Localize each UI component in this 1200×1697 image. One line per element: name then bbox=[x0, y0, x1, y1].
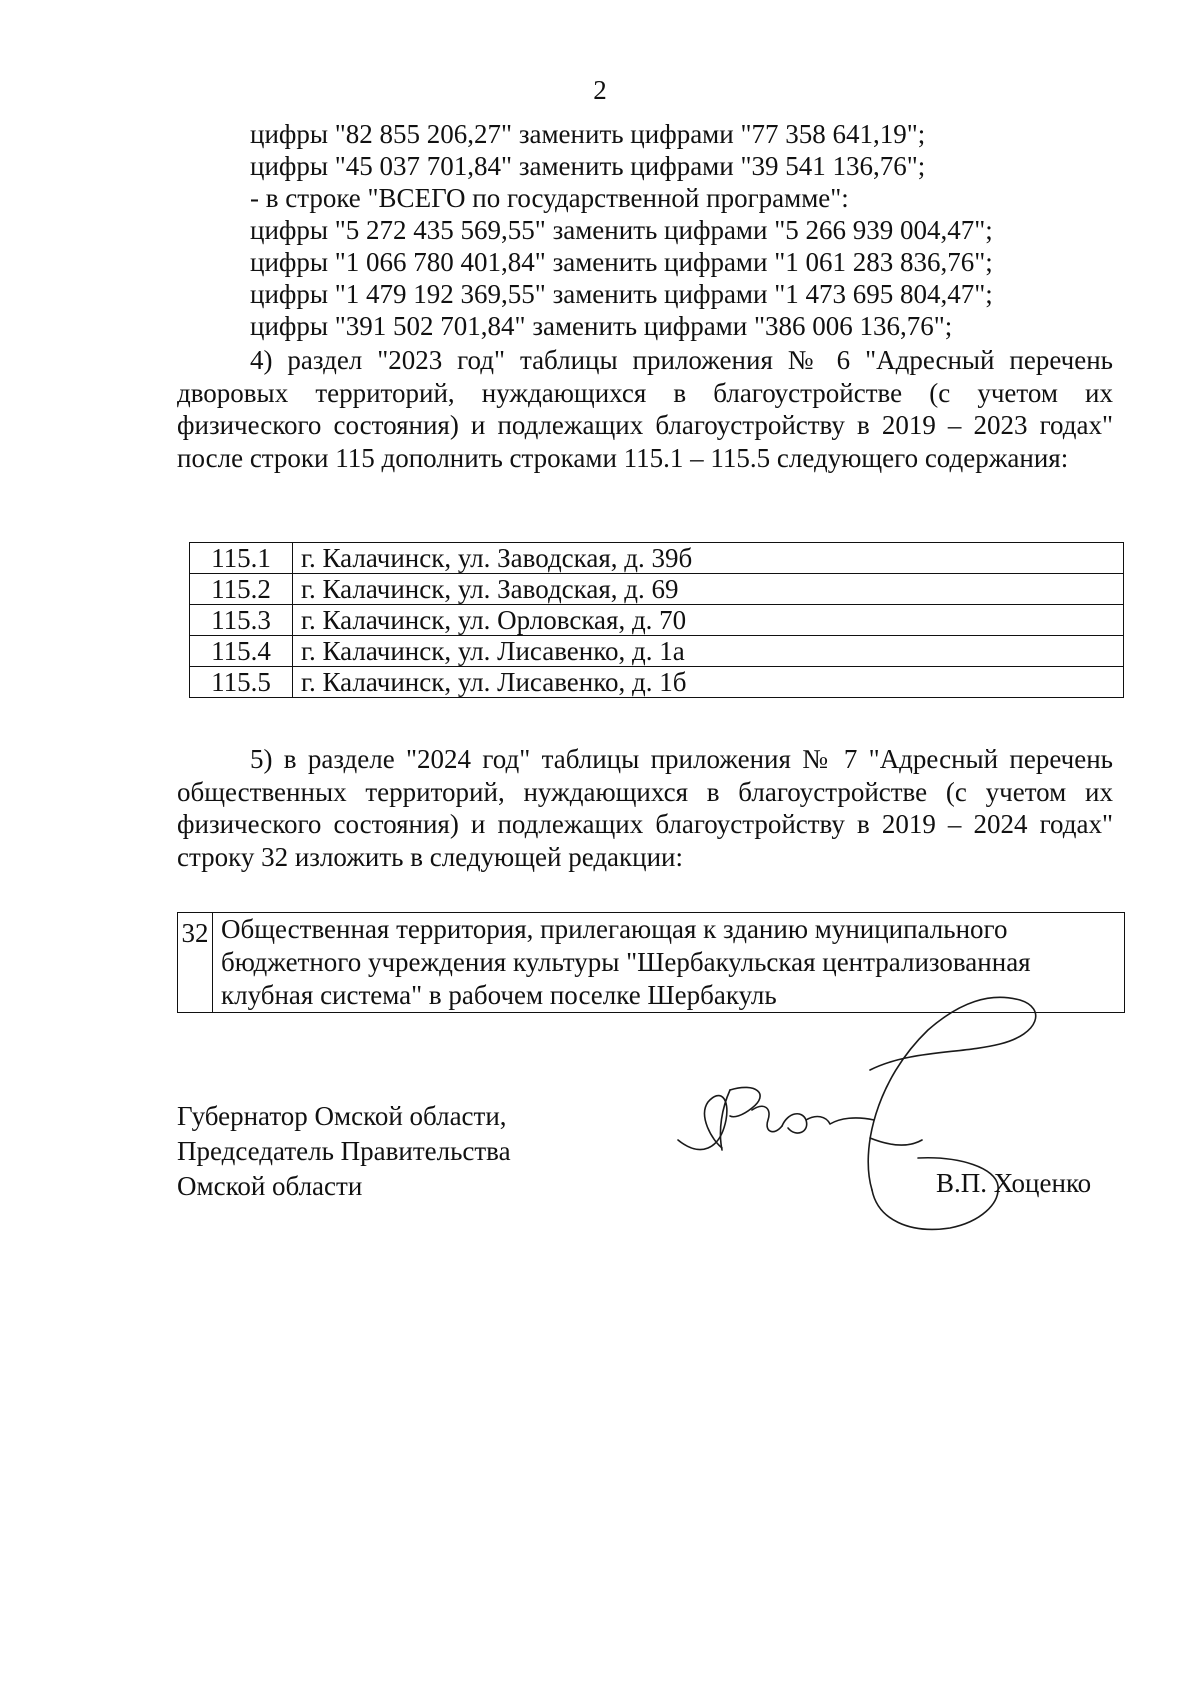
row-description: Общественная территория, прилегающая к зданию муниципального бюджетного учреждения культуры "Шербакульская централизованная клубная система" в рабочем поселке Шербакуль bbox=[213, 913, 1125, 1013]
row-number: 115.1 bbox=[190, 543, 293, 574]
row-number: 115.3 bbox=[190, 605, 293, 636]
paragraph-4-text: 4) раздел "2023 год" таблицы приложения № 6 "Адресный перечень дворовых территорий, нуждающихся в благоустройстве (с учетом их физического состояния) и подлежащих благоустройству в 2019 – 2023 годах" после строки 115 дополнить строками 115.1 – 115.5 следующего содержания: bbox=[177, 345, 1113, 473]
signatory-title-line: Губернатор Омской области, bbox=[177, 1101, 507, 1131]
row-number: 115.2 bbox=[190, 574, 293, 605]
handwritten-signature bbox=[660, 990, 1080, 1250]
row-number: 32 bbox=[178, 913, 213, 1013]
text-line: цифры "1 066 780 401,84" заменить цифрами "1 061 283 836,76"; bbox=[250, 247, 993, 277]
text-line: цифры "5 272 435 569,55" заменить цифрами "5 266 939 004,47"; bbox=[250, 215, 993, 245]
text-line: - в строке "ВСЕГО по государственной программе": bbox=[250, 183, 849, 213]
text-line: цифры "82 855 206,27" заменить цифрами "77 358 641,19"; bbox=[250, 119, 926, 149]
address-table-2023 bbox=[189, 542, 1124, 698]
paragraph-5 bbox=[177, 743, 1113, 873]
row-address: г. Калачинск, ул. Лисавенко, д. 1б bbox=[293, 667, 1124, 698]
text-line: цифры "391 502 701,84" заменить цифрами "386 006 136,76"; bbox=[250, 311, 953, 341]
signatory-name: В.П. Хоценко bbox=[936, 1168, 1092, 1198]
paragraph-5-text: 5) в разделе "2024 год" таблицы приложения № 7 "Адресный перечень общественных территорий, нуждающихся в благоустройстве (с учетом их физического состояния) и подлежащих благоустройству в 2019 – 2024 годах" строку 32 изложить в следующей редакции: bbox=[177, 744, 1113, 872]
signatory-title bbox=[177, 1099, 511, 1204]
table-row bbox=[190, 543, 1124, 574]
row-address: г. Калачинск, ул. Заводская, д. 39б bbox=[293, 543, 1124, 574]
text-line: цифры "45 037 701,84" заменить цифрами "39 541 136,76"; bbox=[250, 151, 926, 181]
row-address: г. Калачинск, ул. Орловская, д. 70 bbox=[293, 605, 1124, 636]
row-address: г. Калачинск, ул. Заводская, д. 69 bbox=[293, 574, 1124, 605]
row-address: г. Калачинск, ул. Лисавенко, д. 1а bbox=[293, 636, 1124, 667]
row-number: 115.4 bbox=[190, 636, 293, 667]
table-row bbox=[190, 636, 1124, 667]
row-number: 115.5 bbox=[190, 667, 293, 698]
signatory-title-line: Омской области bbox=[177, 1171, 363, 1201]
table-row bbox=[190, 574, 1124, 605]
table-row bbox=[190, 605, 1124, 636]
text-line: цифры "1 479 192 369,55" заменить цифрами "1 473 695 804,47"; bbox=[250, 279, 993, 309]
signatory-title-line: Председатель Правительства bbox=[177, 1136, 511, 1166]
page-number: 2 bbox=[593, 75, 607, 105]
table-row bbox=[190, 667, 1124, 698]
paragraph-4 bbox=[177, 344, 1113, 474]
